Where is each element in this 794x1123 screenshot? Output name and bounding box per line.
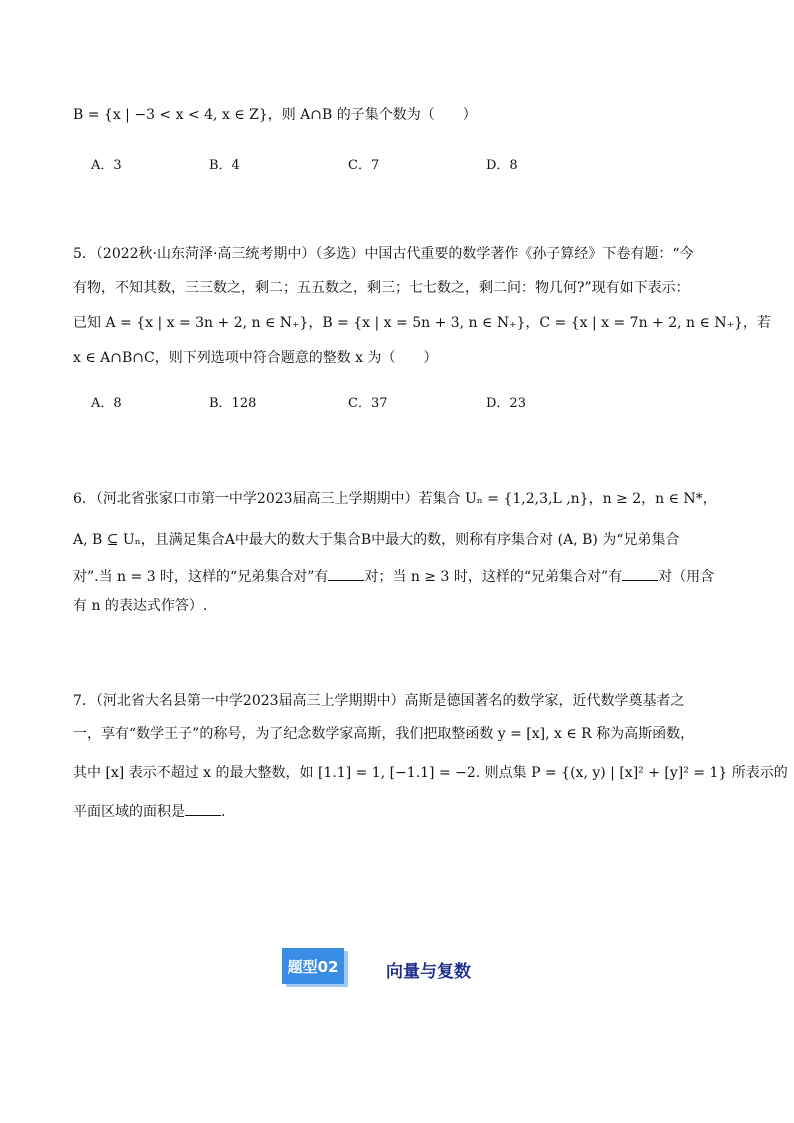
q6-line-3 (73, 566, 734, 587)
q5-option-b: B．128 (209, 396, 257, 411)
q7-line-3: 其中 [x] 表示不超过 x 的最大整数，如 [1.1] = 1, [−1.1] = −2. 则点集 P = {(x, y) | [x]² + [y]² = 1} 所表示的 (73, 765, 788, 781)
q4-option-d: D．8 (486, 158, 518, 173)
q7-line-4 (73, 801, 734, 822)
answer-blank-1 (328, 566, 364, 581)
q4-option-a: A．3 (91, 158, 122, 173)
q6-line-3-part-a: 对”.当 n = 3 时，这样的“兄弟集合对”有 (73, 569, 329, 585)
q6-line-1: 6．（河北省张家口市第一中学2023届高三上学期期中）若集合 Uₙ = {1,2,3,L ,n}，n ≥ 2，n ∈ N*， (73, 491, 717, 507)
answer-blank-2 (622, 566, 658, 581)
q6-line-3-part-b: 对；当 n ≥ 3 时，这样的“兄弟集合对”有 (364, 569, 623, 585)
q7-line-4-part-b: . (221, 804, 226, 820)
answer-blank-3 (185, 801, 221, 816)
q5-line-4: x ∈ A∩B∩C，则下列选项中符合题意的整数 x 为（ ） (73, 350, 438, 366)
q7-line-4-part-a: 平面区域的面积是 (73, 804, 185, 820)
q6-line-4: 有 n 的表达式作答）. (73, 598, 208, 614)
q5-line-3: 已知 A = {x | x = 3n + 2, n ∈ N₊}，B = {x | x = 5n + 3, n ∈ N₊}，C = {x | x = 7n + 2, n ∈ N₊}，若 (73, 315, 771, 331)
q7-line-1: 7．（河北省大名县第一中学2023届高三上学期期中）高斯是德国著名的数学家，近代数学奠基者之 (73, 693, 685, 709)
q5-line-1: 5．（2022秋·山东菏泽·高三统考期中）（多选）中国古代重要的数学著作《孙子算经》下卷有题：“今 (73, 246, 694, 262)
q4-option-b: B．4 (209, 158, 240, 173)
q5-line-2: 有物，不知其数，三三数之，剩二；五五数之，剩三；七七数之，剩二问：物几何?”现有如下表示： (73, 280, 690, 296)
q5-option-d: D．23 (486, 396, 526, 411)
section-title: 向量与复数 (386, 962, 471, 982)
q5-option-c: C．37 (348, 396, 388, 411)
q4-stem: B = {x | −3 < x < 4, x ∈ Z}，则 A∩B 的子集个数为（ ） (73, 107, 477, 123)
q7-line-2: 一，享有“数学王子”的称号，为了纪念数学家高斯，我们把取整函数 y = [x], x ∈ R 称为高斯函数， (73, 726, 695, 742)
q6-line-3-part-c: 对（用含 (658, 569, 715, 585)
section-badge (282, 948, 348, 988)
q4-option-c: C．7 (348, 158, 380, 173)
q5-option-a: A．8 (91, 396, 122, 411)
badge-label: 题型02 (282, 948, 344, 984)
q6-line-2: A, B ⊆ Uₙ，且满足集合A中最大的数大于集合B中最大的数，则称有序集合对 (A, B) 为“兄弟集合 (73, 532, 680, 548)
